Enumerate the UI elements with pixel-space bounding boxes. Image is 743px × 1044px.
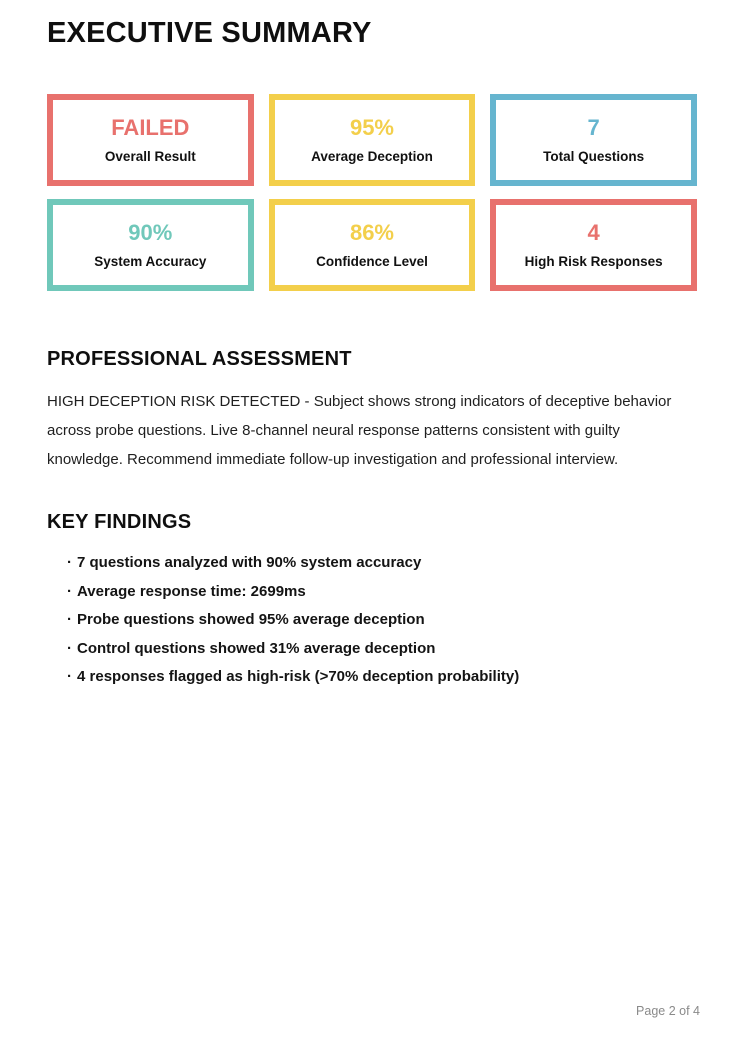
stat-value: 95%	[349, 114, 394, 140]
stat-value: 90%	[128, 219, 173, 245]
stat-card-high-risk-responses	[490, 199, 697, 291]
key-findings-list	[47, 555, 697, 684]
stat-label: Average Deception	[311, 148, 433, 164]
bullet-marker: ·	[67, 582, 72, 600]
assessment-heading: PROFESSIONAL ASSESSMENT	[47, 348, 352, 370]
stat-value: 7	[587, 114, 600, 140]
key-finding-item	[67, 669, 697, 684]
page-number: Page 2 of 4	[636, 1004, 700, 1018]
stat-value: 86%	[349, 219, 394, 245]
stat-card-overall-result	[47, 94, 254, 186]
key-finding-item	[67, 612, 697, 627]
stat-label: Confidence Level	[316, 253, 428, 269]
page-title: EXECUTIVE SUMMARY	[47, 17, 372, 49]
stat-card-confidence-level	[269, 199, 476, 291]
key-finding-item	[67, 555, 697, 570]
stat-label: Overall Result	[104, 148, 196, 164]
stat-card-system-accuracy	[47, 199, 254, 291]
key-finding-text: 7 questions analyzed with 90% system accuracy	[77, 554, 422, 571]
key-findings-heading: KEY FINDINGS	[47, 511, 192, 533]
key-finding-item	[67, 641, 697, 656]
stat-value: FAILED	[111, 114, 190, 140]
bullet-marker: ·	[67, 639, 72, 657]
key-finding-text: Control questions showed 31% average deception	[77, 639, 436, 657]
key-finding-text: 4 responses flagged as high-risk (>70% deception probability)	[77, 668, 520, 685]
stat-label: System Accuracy	[94, 253, 207, 269]
key-finding-text: Probe questions showed 95% average deception	[77, 611, 425, 628]
stat-card-average-deception	[269, 94, 476, 186]
stat-value: 4	[587, 219, 600, 245]
bullet-marker: ·	[67, 554, 72, 571]
stat-label: High Risk Responses	[524, 253, 663, 269]
key-finding-item	[67, 584, 697, 599]
key-finding-text: Average response time: 2699ms	[77, 582, 306, 600]
stat-card-total-questions	[490, 94, 697, 186]
summary-stat-grid	[47, 94, 697, 291]
stat-label: Total Questions	[543, 148, 645, 164]
bullet-marker: ·	[67, 611, 72, 628]
bullet-marker: ·	[67, 668, 72, 685]
assessment-body-text: HIGH DECEPTION RISK DETECTED - Subject shows strong indicators of deceptive behavior across probe questions. Live 8-channel neural response patterns consistent with guilty knowledge. Recommend immediate follow-up investigation and professional interview.	[47, 393, 672, 468]
